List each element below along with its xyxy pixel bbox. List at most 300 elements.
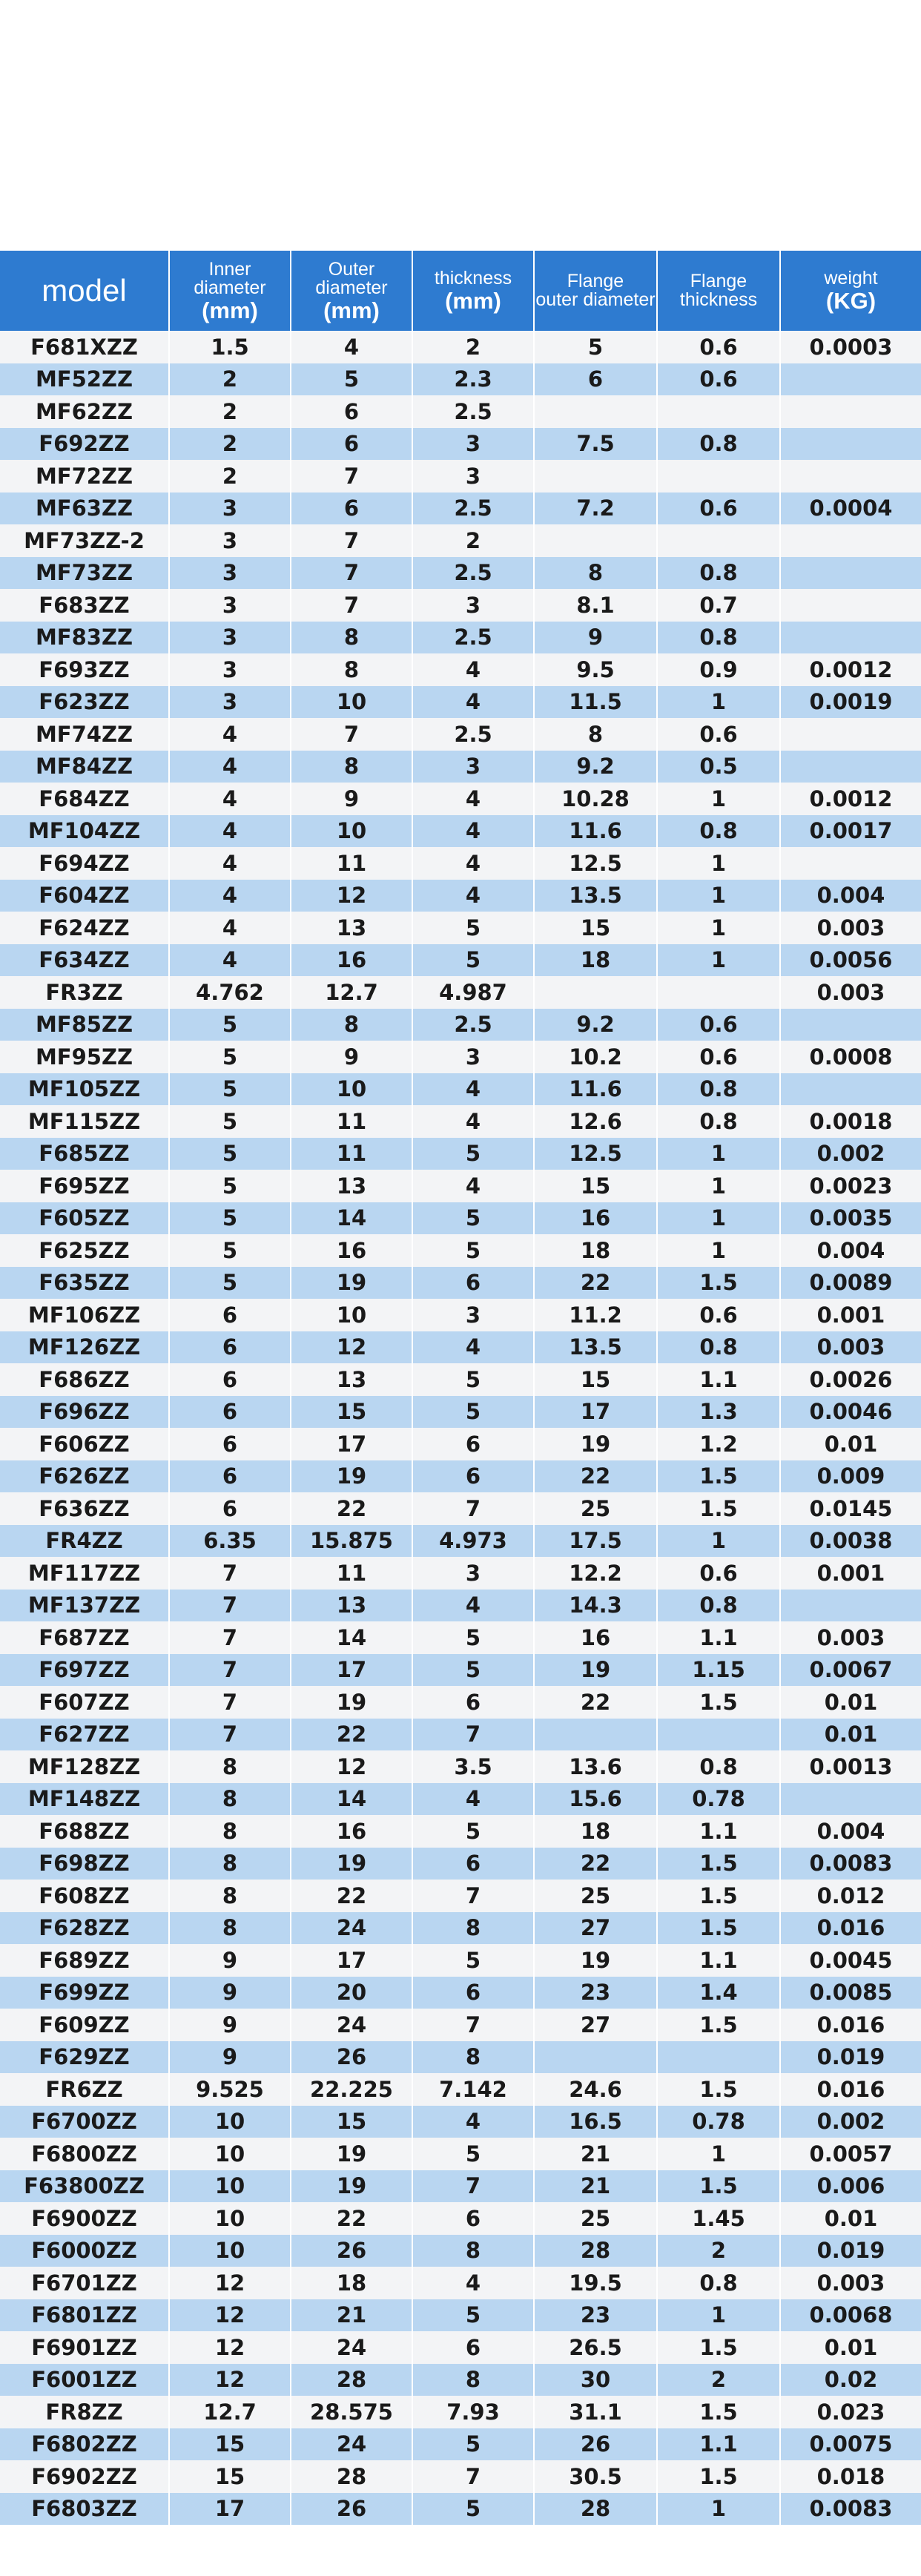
cell-weight: 0.01: [780, 1719, 921, 1751]
cell-flange-outer-diameter: 16: [534, 1202, 657, 1235]
cell-outer-diameter: 8: [291, 622, 412, 654]
cell-thickness: 3.5: [412, 1750, 534, 1783]
cell-thickness: 6: [412, 2202, 534, 2235]
table-row: [0, 1009, 921, 1041]
cell-flange-thickness: 0.9: [657, 653, 780, 686]
cell-inner-diameter: 2: [169, 363, 291, 396]
cell-thickness: 2.5: [412, 622, 534, 654]
cell-thickness: 2: [412, 524, 534, 557]
table-row: [0, 363, 921, 396]
cell-outer-diameter: 28: [291, 2364, 412, 2397]
cell-thickness: 3: [412, 428, 534, 461]
cell-flange-thickness: 1: [657, 1525, 780, 1558]
cell-flange-thickness: 1.5: [657, 1492, 780, 1525]
cell-flange-outer-diameter: 22: [534, 1848, 657, 1880]
cell-outer-diameter: 17: [291, 1654, 412, 1687]
cell-model: F609ZZ: [0, 2009, 169, 2041]
cell-inner-diameter: 10: [169, 2106, 291, 2138]
cell-thickness: 4: [412, 1170, 534, 1202]
cell-flange-outer-diameter: 31.1: [534, 2396, 657, 2428]
cell-inner-diameter: 6: [169, 1299, 291, 1331]
cell-outer-diameter: 26: [291, 2235, 412, 2267]
cell-weight: 0.0018: [780, 1105, 921, 1138]
cell-thickness: 4: [412, 847, 534, 880]
table-row: [0, 2073, 921, 2106]
cell-outer-diameter: 20: [291, 1977, 412, 2009]
table-row: [0, 1299, 921, 1331]
cell-flange-outer-diameter: [534, 460, 657, 493]
cell-weight: 0.004: [780, 880, 921, 912]
cell-flange-thickness: 1.1: [657, 1363, 780, 1396]
cell-flange-outer-diameter: 25: [534, 2202, 657, 2235]
cell-inner-diameter: 9: [169, 2009, 291, 2041]
cell-inner-diameter: 5: [169, 1170, 291, 1202]
cell-flange-outer-diameter: 13.6: [534, 1750, 657, 1783]
cell-inner-diameter: 5: [169, 1138, 291, 1170]
cell-flange-thickness: 0.8: [657, 428, 780, 461]
cell-thickness: 3: [412, 751, 534, 783]
cell-flange-thickness: 0.8: [657, 2267, 780, 2299]
cell-outer-diameter: 22.225: [291, 2073, 412, 2106]
cell-flange-thickness: 1.1: [657, 1944, 780, 1977]
cell-flange-thickness: 1: [657, 783, 780, 815]
cell-outer-diameter: 8: [291, 751, 412, 783]
cell-model: F6802ZZ: [0, 2428, 169, 2461]
cell-model: F6800ZZ: [0, 2138, 169, 2170]
cell-weight: 0.016: [780, 2073, 921, 2106]
cell-thickness: 2.5: [412, 557, 534, 590]
cell-flange-outer-diameter: [534, 524, 657, 557]
cell-model: FR6ZZ: [0, 2073, 169, 2106]
cell-thickness: 5: [412, 1363, 534, 1396]
table-row: [0, 1557, 921, 1590]
cell-flange-thickness: 0.8: [657, 1590, 780, 1622]
cell-weight: 0.0008: [780, 1041, 921, 1073]
table-row: [0, 2396, 921, 2428]
cell-thickness: 5: [412, 1396, 534, 1429]
cell-flange-thickness: 1.5: [657, 2073, 780, 2106]
cell-flange-thickness: [657, 395, 780, 428]
cell-model: F63800ZZ: [0, 2170, 169, 2203]
cell-outer-diameter: 10: [291, 1073, 412, 1106]
table-row: [0, 1396, 921, 1429]
cell-flange-thickness: 0.6: [657, 1041, 780, 1073]
cell-inner-diameter: 9: [169, 1944, 291, 1977]
cell-flange-outer-diameter: 7.2: [534, 493, 657, 525]
cell-flange-thickness: 1.45: [657, 2202, 780, 2235]
cell-outer-diameter: 21: [291, 2299, 412, 2332]
cell-model: MF63ZZ: [0, 493, 169, 525]
cell-model: F687ZZ: [0, 1621, 169, 1654]
cell-model: F6701ZZ: [0, 2267, 169, 2299]
cell-thickness: 2.5: [412, 1009, 534, 1041]
cell-outer-diameter: 24: [291, 2331, 412, 2364]
cell-flange-thickness: [657, 1719, 780, 1751]
cell-inner-diameter: 8: [169, 1783, 291, 1816]
cell-flange-outer-diameter: 17.5: [534, 1525, 657, 1558]
cell-inner-diameter: 3: [169, 686, 291, 719]
cell-model: MF73ZZ-2: [0, 524, 169, 557]
cell-weight: 0.009: [780, 1460, 921, 1493]
cell-outer-diameter: 7: [291, 557, 412, 590]
cell-outer-diameter: 28.575: [291, 2396, 412, 2428]
cell-weight: 0.0038: [780, 1525, 921, 1558]
cell-model: F695ZZ: [0, 1170, 169, 1202]
header-flange-outer-diameter: Flange outer diameter: [534, 251, 657, 331]
cell-weight: 0.0045: [780, 1944, 921, 1977]
cell-flange-thickness: [657, 524, 780, 557]
table-row: [0, 1105, 921, 1138]
table-row: [0, 460, 921, 493]
cell-model: F694ZZ: [0, 847, 169, 880]
cell-thickness: 7: [412, 2170, 534, 2203]
cell-flange-outer-diameter: 23: [534, 2299, 657, 2332]
cell-weight: [780, 363, 921, 396]
cell-flange-thickness: 1: [657, 2493, 780, 2526]
cell-flange-thickness: 1.15: [657, 1654, 780, 1687]
cell-flange-outer-diameter: 8.1: [534, 589, 657, 622]
cell-flange-outer-diameter: 6: [534, 363, 657, 396]
table-row: [0, 976, 921, 1009]
cell-thickness: 4: [412, 880, 534, 912]
cell-thickness: 6: [412, 2331, 534, 2364]
cell-flange-outer-diameter: 19: [534, 1654, 657, 1687]
cell-model: F686ZZ: [0, 1363, 169, 1396]
cell-thickness: 6: [412, 1460, 534, 1493]
cell-flange-outer-diameter: 30: [534, 2364, 657, 2397]
cell-inner-diameter: 3: [169, 493, 291, 525]
cell-flange-thickness: 0.6: [657, 1557, 780, 1590]
cell-weight: 0.016: [780, 1912, 921, 1945]
cell-inner-diameter: 12: [169, 2364, 291, 2397]
cell-weight: [780, 557, 921, 590]
cell-flange-outer-diameter: [534, 976, 657, 1009]
cell-model: FR4ZZ: [0, 1525, 169, 1558]
cell-flange-thickness: 1.5: [657, 1460, 780, 1493]
cell-outer-diameter: 15: [291, 1396, 412, 1429]
cell-inner-diameter: 8: [169, 1880, 291, 1912]
cell-inner-diameter: 12.7: [169, 2396, 291, 2428]
cell-inner-diameter: 5: [169, 1267, 291, 1299]
cell-flange-thickness: 1: [657, 912, 780, 944]
cell-inner-diameter: 15: [169, 2428, 291, 2461]
cell-flange-outer-diameter: 15: [534, 1363, 657, 1396]
cell-weight: [780, 524, 921, 557]
cell-outer-diameter: 19: [291, 1460, 412, 1493]
cell-flange-thickness: [657, 976, 780, 1009]
cell-thickness: 6: [412, 1267, 534, 1299]
table-row: [0, 1041, 921, 1073]
cell-weight: 0.01: [780, 1686, 921, 1719]
cell-thickness: 3: [412, 589, 534, 622]
cell-weight: 0.004: [780, 1815, 921, 1848]
cell-thickness: 5: [412, 1138, 534, 1170]
cell-inner-diameter: 7: [169, 1590, 291, 1622]
cell-model: F6901ZZ: [0, 2331, 169, 2364]
cell-flange-thickness: [657, 2041, 780, 2074]
table-row: [0, 2009, 921, 2041]
cell-model: F606ZZ: [0, 1428, 169, 1460]
cell-outer-diameter: 19: [291, 1686, 412, 1719]
table-row: [0, 1170, 921, 1202]
cell-inner-diameter: 10: [169, 2202, 291, 2235]
table-row: [0, 1234, 921, 1267]
cell-thickness: 4: [412, 1105, 534, 1138]
cell-weight: 0.0023: [780, 1170, 921, 1202]
cell-outer-diameter: 12: [291, 1331, 412, 1364]
cell-thickness: 4: [412, 1073, 534, 1106]
table-row: [0, 557, 921, 590]
cell-flange-outer-diameter: 11.6: [534, 1073, 657, 1106]
cell-outer-diameter: 12: [291, 880, 412, 912]
cell-inner-diameter: 8: [169, 1750, 291, 1783]
table-row: [0, 428, 921, 461]
cell-inner-diameter: 12: [169, 2331, 291, 2364]
cell-flange-outer-diameter: 21: [534, 2138, 657, 2170]
cell-weight: [780, 622, 921, 654]
cell-thickness: 5: [412, 1202, 534, 1235]
cell-model: F696ZZ: [0, 1396, 169, 1429]
table-row: [0, 2202, 921, 2235]
cell-weight: 0.0083: [780, 2493, 921, 2526]
cell-inner-diameter: 5: [169, 1202, 291, 1235]
cell-weight: 0.0056: [780, 944, 921, 977]
cell-outer-diameter: 10: [291, 815, 412, 848]
cell-outer-diameter: 13: [291, 1363, 412, 1396]
table-row: [0, 1815, 921, 1848]
cell-flange-outer-diameter: 11.6: [534, 815, 657, 848]
cell-thickness: 4: [412, 815, 534, 848]
cell-weight: [780, 1009, 921, 1041]
cell-flange-outer-diameter: [534, 2041, 657, 2074]
cell-flange-outer-diameter: 25: [534, 1880, 657, 1912]
cell-flange-thickness: 0.5: [657, 751, 780, 783]
table-row: [0, 686, 921, 719]
table-row: [0, 1783, 921, 1816]
cell-flange-thickness: 1: [657, 1170, 780, 1202]
cell-thickness: 4: [412, 783, 534, 815]
cell-weight: 0.0012: [780, 783, 921, 815]
cell-outer-diameter: 9: [291, 1041, 412, 1073]
cell-model: MF104ZZ: [0, 815, 169, 848]
cell-outer-diameter: 22: [291, 1880, 412, 1912]
cell-flange-outer-diameter: 16.5: [534, 2106, 657, 2138]
cell-inner-diameter: 5: [169, 1041, 291, 1073]
cell-flange-thickness: 0.6: [657, 493, 780, 525]
cell-model: MF83ZZ: [0, 622, 169, 654]
cell-model: MF115ZZ: [0, 1105, 169, 1138]
cell-thickness: 7.142: [412, 2073, 534, 2106]
cell-inner-diameter: 4: [169, 783, 291, 815]
cell-thickness: 8: [412, 2041, 534, 2074]
cell-outer-diameter: 13: [291, 1590, 412, 1622]
cell-weight: [780, 1590, 921, 1622]
table-row: [0, 1621, 921, 1654]
cell-thickness: 5: [412, 1654, 534, 1687]
cell-weight: [780, 1073, 921, 1106]
cell-inner-diameter: 7: [169, 1686, 291, 1719]
table-row: [0, 2364, 921, 2397]
cell-inner-diameter: 8: [169, 1815, 291, 1848]
cell-outer-diameter: 17: [291, 1944, 412, 1977]
bearing-spec-table: [0, 251, 921, 2525]
cell-model: F6801ZZ: [0, 2299, 169, 2332]
table-row: [0, 1944, 921, 1977]
cell-weight: [780, 428, 921, 461]
cell-thickness: 6: [412, 1848, 534, 1880]
cell-inner-diameter: 5: [169, 1009, 291, 1041]
cell-thickness: 3: [412, 1557, 534, 1590]
cell-model: F636ZZ: [0, 1492, 169, 1525]
table-row: [0, 1073, 921, 1106]
table-row: [0, 395, 921, 428]
cell-model: F605ZZ: [0, 1202, 169, 1235]
table-row: [0, 1460, 921, 1493]
cell-weight: 0.0026: [780, 1363, 921, 1396]
cell-inner-diameter: 2: [169, 428, 291, 461]
cell-outer-diameter: 19: [291, 2138, 412, 2170]
cell-thickness: 5: [412, 2138, 534, 2170]
cell-model: MF85ZZ: [0, 1009, 169, 1041]
cell-weight: 0.0004: [780, 493, 921, 525]
cell-thickness: 5: [412, 1944, 534, 1977]
cell-flange-outer-diameter: 26: [534, 2428, 657, 2461]
cell-thickness: 7: [412, 1719, 534, 1751]
cell-flange-outer-diameter: 28: [534, 2493, 657, 2526]
cell-model: MF95ZZ: [0, 1041, 169, 1073]
cell-model: F689ZZ: [0, 1944, 169, 1977]
table-row: [0, 815, 921, 848]
table-row: [0, 589, 921, 622]
cell-model: MF62ZZ: [0, 395, 169, 428]
cell-inner-diameter: 3: [169, 622, 291, 654]
cell-flange-outer-diameter: 12.2: [534, 1557, 657, 1590]
cell-model: F629ZZ: [0, 2041, 169, 2074]
table-row: [0, 1492, 921, 1525]
cell-flange-outer-diameter: 13.5: [534, 880, 657, 912]
cell-model: MF74ZZ: [0, 718, 169, 751]
cell-weight: 0.02: [780, 2364, 921, 2397]
cell-thickness: 2: [412, 331, 534, 363]
cell-flange-thickness: 1.5: [657, 2009, 780, 2041]
cell-flange-thickness: 0.6: [657, 718, 780, 751]
cell-inner-diameter: 6: [169, 1492, 291, 1525]
cell-inner-diameter: 17: [169, 2493, 291, 2526]
cell-model: MF128ZZ: [0, 1750, 169, 1783]
cell-inner-diameter: 7: [169, 1621, 291, 1654]
cell-inner-diameter: 6.35: [169, 1525, 291, 1558]
cell-thickness: 4: [412, 653, 534, 686]
cell-outer-diameter: 24: [291, 2009, 412, 2041]
table-row: [0, 1428, 921, 1460]
cell-inner-diameter: 15: [169, 2460, 291, 2493]
cell-weight: 0.0068: [780, 2299, 921, 2332]
cell-model: F634ZZ: [0, 944, 169, 977]
cell-flange-outer-diameter: 22: [534, 1686, 657, 1719]
table-row: [0, 1525, 921, 1558]
cell-thickness: 5: [412, 2299, 534, 2332]
cell-model: F683ZZ: [0, 589, 169, 622]
cell-flange-thickness: 2: [657, 2235, 780, 2267]
cell-thickness: 8: [412, 2364, 534, 2397]
cell-outer-diameter: 7: [291, 460, 412, 493]
cell-model: F623ZZ: [0, 686, 169, 719]
cell-flange-outer-diameter: 21: [534, 2170, 657, 2203]
table-header-row: [0, 251, 921, 331]
cell-thickness: 4: [412, 686, 534, 719]
cell-inner-diameter: 5: [169, 1105, 291, 1138]
cell-inner-diameter: 6: [169, 1363, 291, 1396]
cell-thickness: 2.5: [412, 395, 534, 428]
cell-thickness: 4: [412, 1783, 534, 1816]
cell-flange-thickness: 0.6: [657, 331, 780, 363]
cell-weight: 0.003: [780, 1621, 921, 1654]
cell-outer-diameter: 11: [291, 1557, 412, 1590]
cell-model: MF148ZZ: [0, 1783, 169, 1816]
cell-thickness: 5: [412, 1621, 534, 1654]
cell-flange-thickness: 1: [657, 2299, 780, 2332]
table-row: [0, 912, 921, 944]
cell-outer-diameter: 6: [291, 493, 412, 525]
cell-flange-outer-diameter: 26.5: [534, 2331, 657, 2364]
cell-flange-thickness: 1.5: [657, 1848, 780, 1880]
table-row: [0, 2331, 921, 2364]
cell-flange-thickness: 0.7: [657, 589, 780, 622]
cell-flange-outer-diameter: 10.2: [534, 1041, 657, 1073]
cell-outer-diameter: 14: [291, 1783, 412, 1816]
cell-outer-diameter: 4: [291, 331, 412, 363]
table-row: [0, 2267, 921, 2299]
cell-flange-outer-diameter: 17: [534, 1396, 657, 1429]
table-row: [0, 783, 921, 815]
table-row: [0, 718, 921, 751]
cell-flange-outer-diameter: 18: [534, 944, 657, 977]
cell-flange-thickness: 1.5: [657, 1686, 780, 1719]
cell-thickness: 7: [412, 2460, 534, 2493]
cell-flange-thickness: 1: [657, 2138, 780, 2170]
cell-outer-diameter: 10: [291, 686, 412, 719]
cell-thickness: 4: [412, 1331, 534, 1364]
cell-weight: 0.0075: [780, 2428, 921, 2461]
table-row: [0, 944, 921, 977]
cell-weight: 0.003: [780, 976, 921, 1009]
table-row: [0, 1363, 921, 1396]
cell-thickness: 7.93: [412, 2396, 534, 2428]
cell-weight: [780, 460, 921, 493]
cell-model: F693ZZ: [0, 653, 169, 686]
cell-inner-diameter: 4.762: [169, 976, 291, 1009]
cell-flange-outer-diameter: 22: [534, 1267, 657, 1299]
cell-weight: 0.001: [780, 1299, 921, 1331]
cell-flange-outer-diameter: 19: [534, 1428, 657, 1460]
cell-thickness: 7: [412, 1880, 534, 1912]
cell-inner-diameter: 3: [169, 589, 291, 622]
cell-weight: [780, 395, 921, 428]
cell-weight: 0.0003: [780, 331, 921, 363]
cell-model: F624ZZ: [0, 912, 169, 944]
cell-model: MF72ZZ: [0, 460, 169, 493]
cell-outer-diameter: 15.875: [291, 1525, 412, 1558]
table-row: [0, 1719, 921, 1751]
cell-flange-outer-diameter: 11.5: [534, 686, 657, 719]
cell-outer-diameter: 14: [291, 1202, 412, 1235]
cell-model: F6902ZZ: [0, 2460, 169, 2493]
cell-outer-diameter: 8: [291, 653, 412, 686]
cell-model: F604ZZ: [0, 880, 169, 912]
table-row: [0, 1880, 921, 1912]
cell-outer-diameter: 15: [291, 2106, 412, 2138]
cell-outer-diameter: 22: [291, 1719, 412, 1751]
